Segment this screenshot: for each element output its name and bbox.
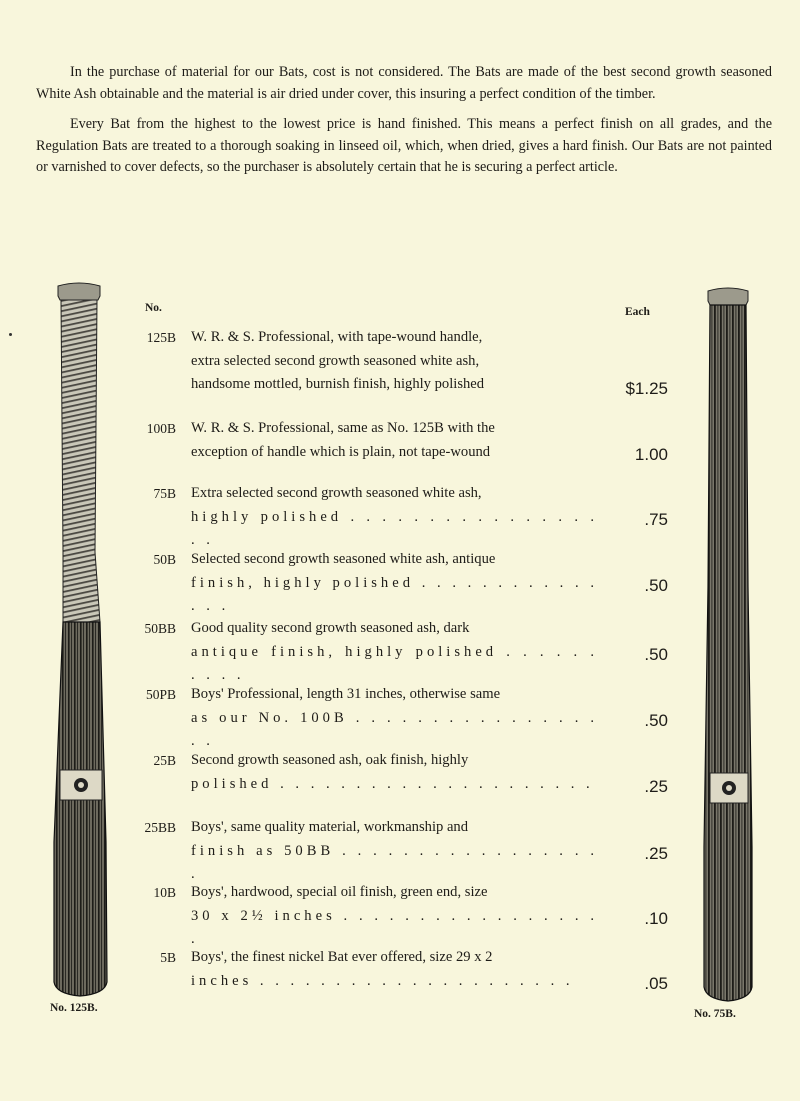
item-price: .50 bbox=[644, 711, 668, 730]
item-number: 5B bbox=[160, 950, 176, 965]
item-desc-line: Boys', same quality material, workmanship and bbox=[191, 819, 469, 835]
item-price: .10 bbox=[644, 909, 668, 928]
item-desc-line: 30 x 2½ inches . . . . . . . . . . . . . . . . . . bbox=[191, 907, 598, 947]
intro-paragraph-2: Every Bat from the highest to the lowest price is hand finished. This means a perfect finish on all grades, and the Regulation Bats are treated to a thorough soaking in linseed oil, which, when dried, gives a hard finish. Our Bats are not painted or varnished to cover defects, so the purchaser is absolutely certain that he is securing a perfect article. bbox=[36, 116, 772, 175]
item-desc-line: antique finish, highly polished . . . . . . . . . . bbox=[191, 643, 598, 683]
item-desc-line: Second growth seasoned ash, oak finish, highly bbox=[191, 752, 469, 768]
item-desc-line: Extra selected second growth seasoned white ash, bbox=[191, 485, 482, 501]
item-desc-line: finish as 50BB . . . . . . . . . . . . . . . . . . bbox=[191, 842, 598, 882]
item-number: 100B bbox=[146, 421, 176, 436]
item-desc-line: Good quality second growth seasoned ash, dark bbox=[191, 620, 470, 636]
bat-125b-illustration bbox=[50, 282, 108, 1000]
item-desc-line: Boys', hardwood, special oil finish, green end, size bbox=[191, 884, 488, 900]
item-price: .25 bbox=[644, 777, 668, 796]
item-desc-line: Selected second growth seasoned white ash, antique bbox=[191, 551, 496, 567]
item-desc-line: exception of handle which is plain, not tape-wound bbox=[191, 443, 491, 460]
item-price: .05 bbox=[644, 974, 668, 993]
item-price: .25 bbox=[644, 844, 668, 863]
item-desc-line: Boys', the finest nickel Bat ever offered, size 29 x 2 bbox=[191, 949, 493, 965]
col-no-header: No. bbox=[145, 302, 162, 314]
item-desc-line: as our No. 100B . . . . . . . . . . . . . . . . . . bbox=[191, 709, 598, 749]
item-number: 125B bbox=[146, 330, 176, 345]
item-desc-line: polished . . . . . . . . . . . . . . . . . . . . . bbox=[191, 775, 594, 792]
item-desc-line: Boys' Professional, length 31 inches, otherwise same bbox=[191, 686, 501, 702]
item-price: .75 bbox=[644, 510, 668, 529]
item-price: $1.25 bbox=[625, 379, 668, 398]
bat-75b-caption: No. 75B. bbox=[694, 1008, 736, 1020]
intro-text bbox=[36, 62, 772, 188]
col-each-header: Each bbox=[625, 306, 650, 318]
item-number: 50BB bbox=[144, 621, 176, 636]
item-number: 50PB bbox=[145, 687, 176, 702]
item-desc-line: highly polished . . . . . . . . . . . . . . . . . . bbox=[191, 508, 598, 548]
item-price: .50 bbox=[644, 645, 668, 664]
item-desc-line: handsome mottled, burnish finish, highly polished bbox=[191, 376, 485, 392]
bat-75b-illustration bbox=[702, 287, 754, 1005]
intro-paragraph-1: In the purchase of material for our Bats, cost is not considered. The Bats are made of the best second growth seasoned White Ash obtainable and the material is air dried under cover, this insuring a perfect condition of the timber. bbox=[36, 64, 772, 102]
item-desc-line: W. R. & S. Professional, same as No. 125B with the bbox=[191, 420, 495, 436]
item-price: 1.00 bbox=[634, 445, 668, 464]
bat-125b-caption: No. 125B. bbox=[50, 1002, 98, 1014]
item-desc-line: extra selected second growth seasoned white ash, bbox=[191, 352, 480, 369]
item-desc-line: inches . . . . . . . . . . . . . . . . . . . . . bbox=[191, 972, 574, 989]
stray-dot bbox=[9, 333, 12, 336]
item-price: .50 bbox=[644, 576, 668, 595]
item-number: 10B bbox=[153, 885, 176, 900]
item-number: 75B bbox=[153, 486, 176, 501]
item-number: 25BB bbox=[144, 820, 176, 835]
item-number: 25B bbox=[153, 753, 176, 768]
item-desc-line: W. R. & S. Professional, with tape-wound handle, bbox=[191, 329, 483, 345]
item-number: 50B bbox=[153, 552, 176, 567]
item-desc-line: finish, highly polished . . . . . . . . . . . . . . . bbox=[191, 574, 598, 614]
